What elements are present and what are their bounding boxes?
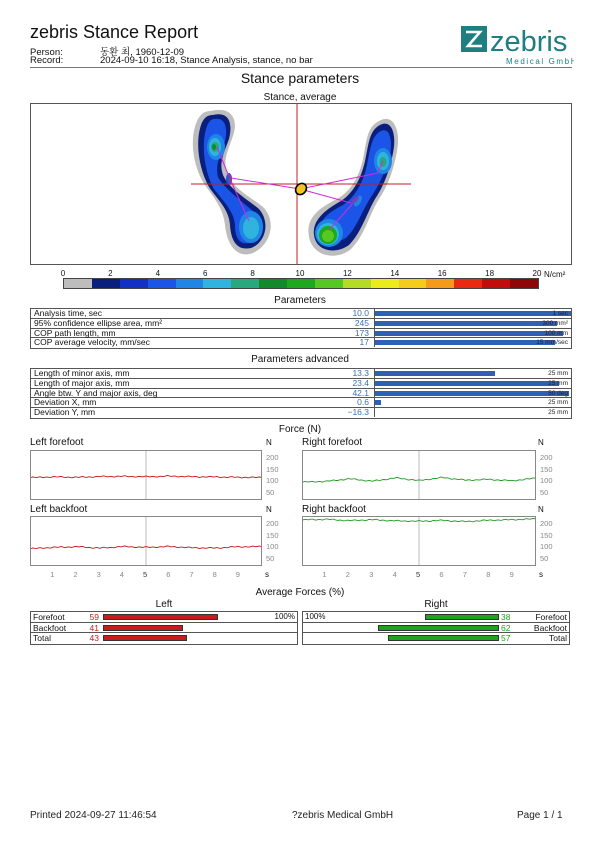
parameter-max: 50 deg <box>548 389 568 397</box>
parameters-table <box>30 308 572 349</box>
footer-printed: Printed 2024-09-27 11:46:54 <box>30 810 157 821</box>
y-tick-label: 100 <box>266 476 279 485</box>
scale-color-swatch <box>148 279 176 288</box>
parameter-value: 17 <box>359 337 369 348</box>
parameter-row <box>31 398 571 408</box>
parameter-bar-track <box>374 398 573 407</box>
left-backfoot-chart <box>31 517 261 565</box>
x-axis-unit: s <box>539 570 543 579</box>
avg-force-bar <box>103 635 187 641</box>
record-value: 2024-09-10 16:18, Stance Analysis, stance, no bar <box>100 55 313 66</box>
avg-right-table <box>302 611 570 645</box>
avg-force-value: 41 <box>89 622 99 633</box>
scale-color-swatch <box>510 279 538 288</box>
avg-force-value: 43 <box>89 633 99 643</box>
y-tick-label: 200 <box>266 519 279 528</box>
x-tick-label: 7 <box>189 570 194 579</box>
parameter-label: Analysis time, sec <box>34 308 103 318</box>
parameter-max: 15 mm/sec <box>536 339 568 347</box>
y-tick-label: 150 <box>266 464 279 474</box>
x-tick-label: 3 <box>369 570 374 579</box>
stance-heatmap <box>31 104 571 264</box>
scale-tick-label: 6 <box>202 269 208 278</box>
avg-force-value: 59 <box>89 612 99 622</box>
left-cop-ellipse <box>228 174 232 184</box>
avg-force-label: Backfoot <box>33 622 67 633</box>
scale-color-swatch <box>426 279 454 288</box>
parameter-row <box>31 408 571 418</box>
right-forefoot-label: Right forefoot <box>302 437 363 448</box>
avg-force-row <box>303 612 569 623</box>
right-forefoot-unit: N <box>538 438 544 447</box>
scale-color-swatch <box>92 279 120 288</box>
parameter-value: 245 <box>354 317 369 328</box>
parameters-advanced-title: Parameters advanced <box>251 354 349 365</box>
y-tick-label: 200 <box>540 453 553 462</box>
x-tick-label: 1 <box>322 570 327 579</box>
scale-color-swatch <box>120 279 148 288</box>
x-tick-label: 1 <box>50 570 55 579</box>
parameter-label: Length of minor axis, mm <box>34 368 130 378</box>
x-tick-label: 5 <box>416 570 421 579</box>
avg-left-title: Left <box>155 599 173 610</box>
avg-force-row <box>31 623 297 634</box>
avg-100-percent-label: 100% <box>305 612 326 621</box>
right-backfoot-chart-box <box>302 516 536 566</box>
force-title: Force (N) <box>278 424 322 435</box>
parameter-label: COP average velocity, mm/sec <box>34 337 150 348</box>
scale-tick-label: 4 <box>155 269 161 278</box>
x-tick-label: 6 <box>166 570 171 579</box>
x-tick-label: 6 <box>439 570 444 579</box>
scale-tick-label: 12 <box>342 269 352 278</box>
avg-force-bar <box>388 635 499 641</box>
parameter-label: COP path length, mm <box>34 327 116 338</box>
x-tick-label: 8 <box>212 570 217 579</box>
x-tick-label: 4 <box>392 570 397 579</box>
parameter-bar <box>375 371 495 376</box>
avg-right-title: Right <box>424 599 448 610</box>
parameter-value: 42.1 <box>352 387 369 398</box>
scale-tick-label: 18 <box>485 269 495 278</box>
section-title: Stance parameters <box>240 70 360 86</box>
right-forefoot-chart-box <box>302 450 536 500</box>
parameter-value: 10.0 <box>352 308 369 318</box>
x-tick-label: 8 <box>486 570 491 579</box>
parameter-max: 25 mm <box>548 379 568 387</box>
x-axis-unit: s <box>265 570 269 579</box>
y-tick-label: 150 <box>540 464 553 474</box>
scale-color-swatch <box>482 279 510 288</box>
x-tick-label: 3 <box>96 570 101 579</box>
parameter-bar <box>375 381 559 386</box>
avg-force-bar <box>425 614 499 620</box>
footer-company: ?zebris Medical GmbH <box>292 810 394 821</box>
parameter-bar <box>375 391 569 396</box>
stance-subtitle: Stance, average <box>263 92 337 103</box>
x-tick-label: 5 <box>143 570 148 579</box>
scale-tick-label: 0 <box>60 269 66 278</box>
left-forefoot-chart <box>31 451 261 499</box>
y-tick-label: 100 <box>540 476 553 485</box>
right-backfoot-unit: N <box>538 505 544 514</box>
left-backfoot-chart-box <box>30 516 262 566</box>
record-label: Record: <box>30 55 64 66</box>
scale-color-swatch <box>315 279 343 288</box>
parameter-value: 13.3 <box>352 368 369 378</box>
x-tick-label: 2 <box>345 570 350 579</box>
parameter-bar <box>375 321 557 326</box>
left-forefoot-chart-box <box>30 450 262 500</box>
left-forefoot-unit: N <box>266 438 272 447</box>
parameter-value: 0.6 <box>357 397 369 408</box>
parameter-row <box>31 389 571 399</box>
parameter-value: −16.3 <box>347 407 369 418</box>
logo-sub: Medical GmbH <box>506 57 574 66</box>
zebris-logo <box>458 22 574 68</box>
parameter-bar-track <box>374 408 573 417</box>
scale-color-swatch <box>287 279 315 288</box>
scale-color-swatch <box>203 279 231 288</box>
parameter-label: Deviation Y, mm <box>34 407 96 418</box>
right-foot-pressure <box>308 119 398 256</box>
parameter-max: 300 mm² <box>542 319 568 327</box>
parameter-value: 23.4 <box>352 377 369 388</box>
avg-force-label: Backfoot <box>533 622 567 633</box>
footer-page: Page 1 / 1 <box>517 810 563 821</box>
x-tick-label: 2 <box>73 570 78 579</box>
parameter-max: 25 mm <box>548 399 568 407</box>
parameter-label: Deviation X, mm <box>34 397 97 408</box>
parameter-row <box>31 338 571 348</box>
person-value: 동환 최, 1960-12-09 <box>100 47 185 58</box>
logo-text: zebris <box>490 26 568 58</box>
parameter-bar <box>375 331 563 336</box>
parameters-title: Parameters <box>274 295 326 306</box>
avg-force-value: 57 <box>501 633 511 643</box>
y-tick-label: 50 <box>540 487 549 497</box>
scale-color-swatch <box>343 279 371 288</box>
y-tick-label: 100 <box>266 542 279 551</box>
avg-force-label: Forefoot <box>33 612 65 622</box>
y-tick-label: 50 <box>540 553 549 563</box>
scale-color-swatch <box>399 279 427 288</box>
y-tick-label: 200 <box>540 519 553 528</box>
avg-force-row <box>303 623 569 634</box>
avg-force-bar <box>103 625 183 631</box>
right-forefoot-chart <box>303 451 535 499</box>
y-tick-label: 150 <box>266 530 279 540</box>
parameters-advanced-table <box>30 368 572 419</box>
parameter-label: 95% confidence ellipse area, mm² <box>34 317 163 328</box>
right-backfoot-label: Right backfoot <box>302 504 366 515</box>
avg-100-percent-label: 100% <box>274 612 295 621</box>
y-tick-label: 200 <box>266 453 279 462</box>
x-tick-label: 4 <box>119 570 124 579</box>
avg-left-table <box>30 611 298 645</box>
x-tick-label: 7 <box>462 570 467 579</box>
scale-tick-label: 14 <box>390 269 400 278</box>
pressure-color-scale <box>30 266 590 294</box>
parameter-max: 100 mm <box>544 329 568 337</box>
parameter-max: 25 mm <box>548 370 568 377</box>
person-label: Person: <box>30 47 63 58</box>
scale-color-swatch <box>176 279 204 288</box>
scale-color-swatch <box>231 279 259 288</box>
avg-force-value: 62 <box>501 622 511 633</box>
y-tick-label: 50 <box>266 553 275 563</box>
avg-force-row <box>31 612 297 623</box>
avg-force-row <box>303 633 569 644</box>
y-tick-label: 150 <box>540 530 553 540</box>
left-backfoot-label: Left backfoot <box>30 504 88 515</box>
parameter-max: 1 sec <box>552 310 568 317</box>
avg-force-value: 38 <box>501 612 511 622</box>
avg-force-bar <box>103 614 218 620</box>
parameter-max: 25 mm <box>548 409 568 417</box>
left-backfoot-unit: N <box>266 505 272 514</box>
parameter-value: 173 <box>354 327 369 338</box>
parameter-bar <box>375 340 555 345</box>
scale-color-swatch <box>454 279 482 288</box>
x-tick-label: 9 <box>509 570 514 579</box>
avg-force-label: Forefoot <box>535 612 567 622</box>
x-tick-label: 9 <box>235 570 240 579</box>
avg-force-label: Total <box>549 633 567 643</box>
stance-heatmap-box <box>30 103 572 265</box>
avg-force-row <box>31 633 297 644</box>
report-title: zebris Stance Report <box>30 22 199 42</box>
scale-tick-label: 20 <box>532 269 542 278</box>
scale-color-swatch <box>371 279 399 288</box>
scale-tick-label: 8 <box>250 269 255 278</box>
avg-forces-title: Average Forces (%) <box>255 587 345 598</box>
left-forefoot-label: Left forefoot <box>30 437 84 448</box>
right-backfoot-chart <box>303 517 535 565</box>
avg-force-bar <box>378 625 499 631</box>
parameter-bar <box>375 400 381 405</box>
parameter-label: Length of major axis, mm <box>34 377 130 388</box>
parameter-bar <box>375 311 571 316</box>
scale-color-swatch <box>64 279 92 288</box>
scale-tick-label: 10 <box>295 269 305 278</box>
scale-tick-label: 16 <box>437 269 447 278</box>
parameter-label: Angle btw. Y and major axis, deg <box>34 387 158 398</box>
y-tick-label: 50 <box>266 487 275 497</box>
record-line <box>30 55 313 66</box>
avg-force-label: Total <box>33 633 51 643</box>
scale-unit: N/cm² <box>544 270 566 279</box>
y-tick-label: 100 <box>540 542 553 551</box>
scale-color-swatch <box>259 279 287 288</box>
scale-tick-label: 2 <box>108 269 113 278</box>
scale-color-bar <box>63 278 539 289</box>
